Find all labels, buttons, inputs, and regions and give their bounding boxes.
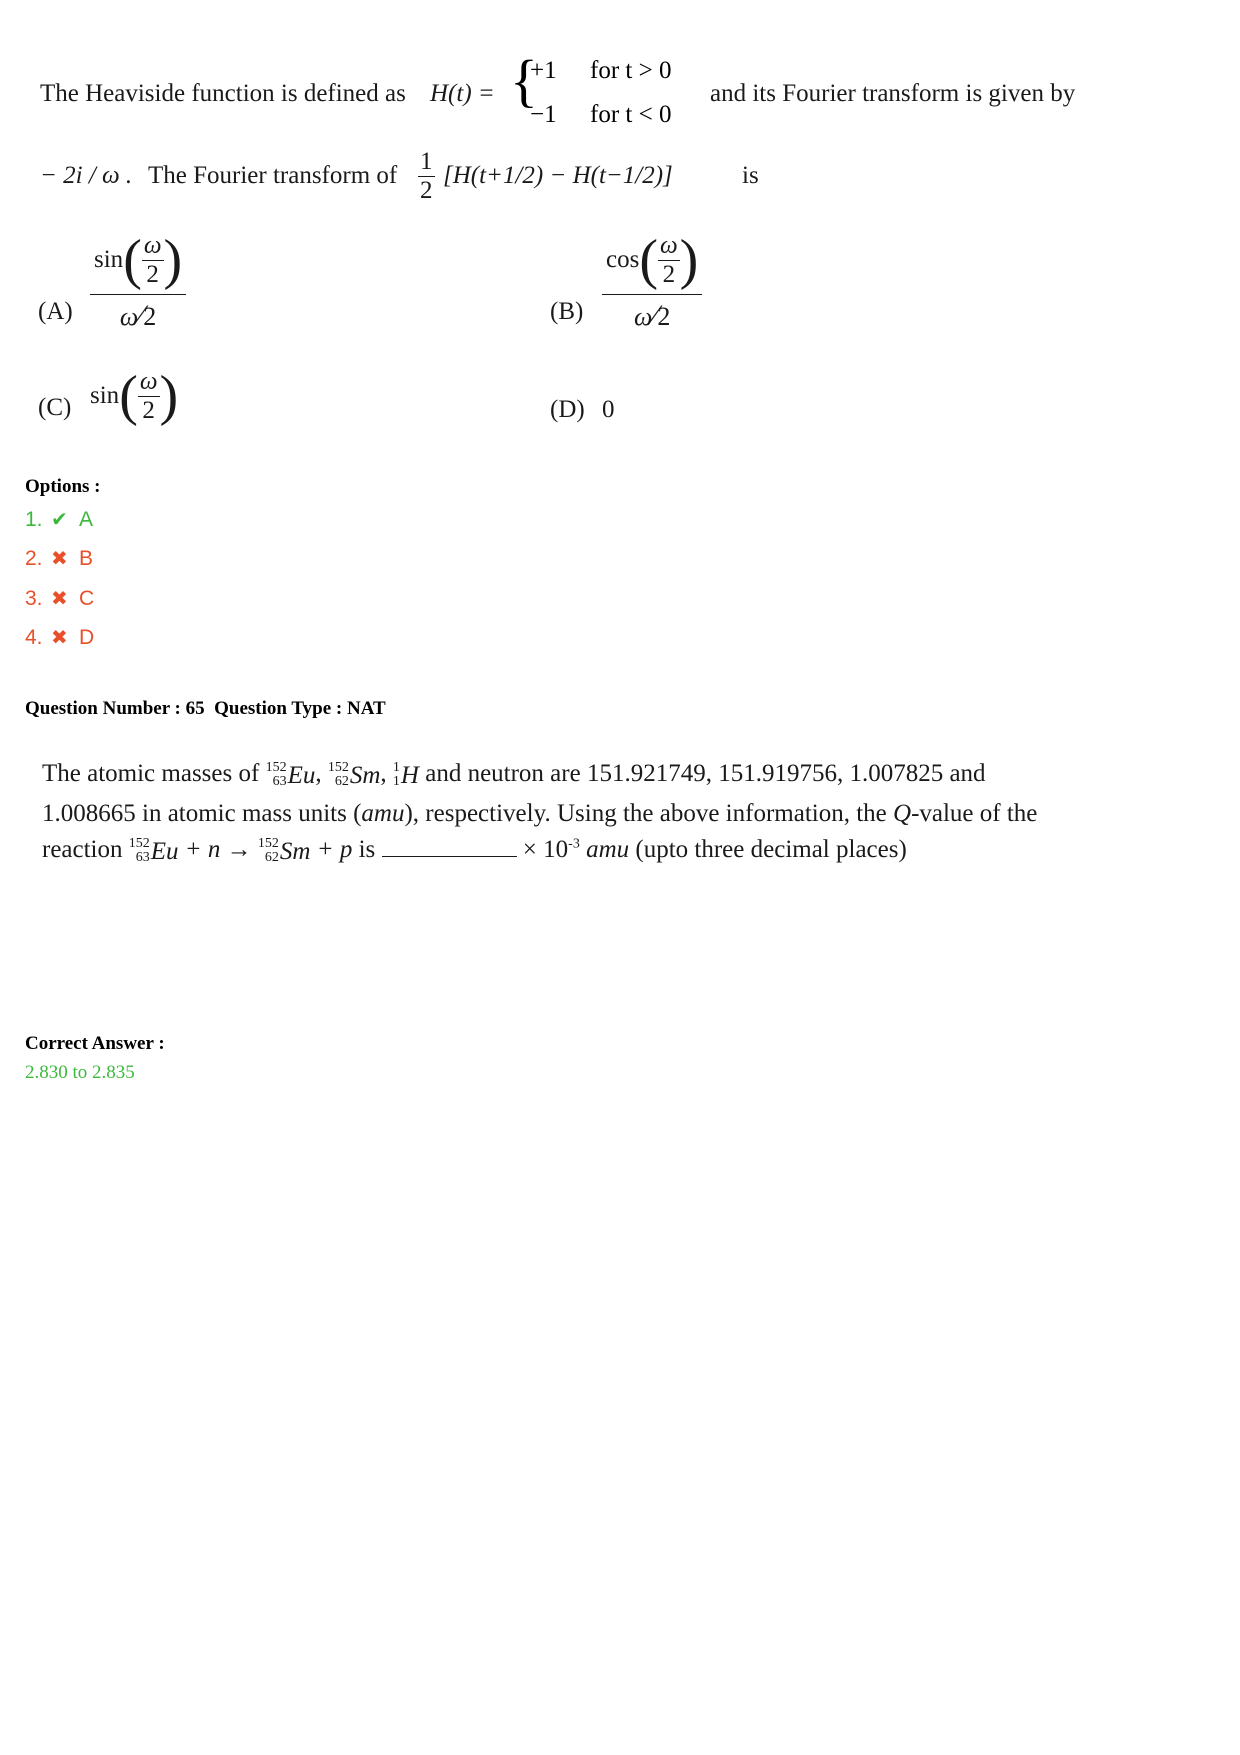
choice-a-func: sin — [94, 246, 124, 274]
q65-line2: 1.008665 in atomic mass units (amu), respectively. Using the above information, the Q-value of the — [42, 800, 1038, 827]
nuclide-h: 1 1 H — [392, 760, 419, 790]
q64-h-lhs: H(t) = — [430, 80, 495, 107]
choice-b-func: cos — [606, 246, 640, 274]
q64-line2-text: The Fourier transform of — [148, 162, 398, 189]
piecewise-brace: { — [510, 48, 538, 113]
half-fraction — [418, 148, 435, 204]
cross-icon: ✖ — [51, 588, 68, 610]
correct-answer-value: 2.830 to 2.835 — [25, 1062, 135, 1083]
options-title: Options : — [25, 476, 101, 497]
option-number: 2. — [25, 546, 43, 570]
answer-blank — [382, 834, 517, 857]
reaction-eu: 152 63 Eu — [128, 836, 179, 866]
option-row-1[interactable] — [25, 507, 93, 532]
q65-line1-start: The atomic masses of — [42, 760, 260, 787]
choice-b-arg-den: 2 — [662, 260, 676, 288]
choice-b-den-den: 2 — [657, 302, 671, 331]
case1-condition: for t > 0 — [590, 57, 672, 84]
choice-a-label: (A) — [38, 298, 73, 325]
choice-a-den-num: ω — [119, 302, 139, 331]
option-row-3[interactable] — [25, 586, 94, 611]
q65-line1-end: and neutron are 151.921749, 151.919756, 1.007825 and — [425, 760, 986, 787]
correct-answer-title: Correct Answer : — [25, 1033, 165, 1054]
question-meta: Question Number : 65 Question Type : NAT — [25, 698, 386, 719]
q64-line2-end: is — [742, 162, 759, 189]
choice-a-arg-num: ω — [143, 232, 162, 259]
case2-condition: for t < 0 — [590, 101, 672, 128]
q65-line3: reaction 152 63 Eu + n → 152 62 Sm + p is × $10^{-3}$ amu (upto three decimal places) — [42, 836, 907, 866]
q64-line1-end: and its Fourier transform is given by — [710, 80, 1076, 107]
choice-c-arg-num: ω — [139, 368, 158, 395]
q65-line1: The atomic masses of 152 63 Eu , 152 62 Sm , 1 1 H and neutron are 151.921749, 151.919756, 1.007825 and — [42, 760, 986, 790]
option-text: C — [79, 586, 95, 610]
choice-d-value: 0 — [602, 396, 615, 423]
choice-d-label: (D) — [550, 396, 585, 423]
q64-line1-start: The Heaviside function is defined as — [40, 80, 406, 107]
option-number: 3. — [25, 586, 43, 610]
choice-b-den-num: ω — [633, 302, 653, 331]
choice-a-expression: sin ( $\frac{\omega}{2}$ ) ω⁄2 — [90, 232, 186, 335]
choice-a-den-den: 2 — [143, 302, 157, 331]
choice-b-label: (B) — [550, 298, 584, 325]
option-number: 4. — [25, 625, 43, 649]
option-text: D — [79, 625, 95, 649]
option-text: A — [79, 507, 94, 531]
choice-b-arg-num: ω — [659, 232, 678, 259]
option-row-2[interactable] — [25, 546, 93, 571]
q64-transform-expr: − 2i / ω . — [40, 162, 133, 189]
half-denominator: 2 — [420, 176, 433, 204]
reaction-sm: 152 62 Sm — [257, 836, 311, 866]
option-row-4[interactable] — [25, 625, 94, 650]
option-number: 1. — [25, 507, 43, 531]
q64-bracket-expr: [H(t+1/2) − H(t−1/2)] — [443, 162, 673, 189]
choice-c-arg-den: 2 — [142, 396, 155, 424]
choice-c-label: (C) — [38, 394, 72, 421]
checkmark-icon: ✔ — [51, 509, 68, 531]
half-numerator: 1 — [420, 148, 433, 175]
choice-c-expression: sin ( $\frac{\omega}{2}$ ) — [90, 365, 179, 427]
cross-icon: ✖ — [51, 548, 68, 570]
case1-value: +1 — [530, 57, 557, 84]
case2-value: −1 — [530, 101, 557, 128]
nuclide-sm: 152 62 Sm — [327, 760, 381, 790]
choice-b-expression: cos ( $\frac{\omega}{2}$ ) ω⁄2 — [602, 232, 702, 335]
choice-a-arg-den: 2 — [146, 260, 159, 288]
nuclide-eu: 152 63 Eu — [265, 760, 316, 790]
choice-c-func: sin — [90, 382, 120, 410]
option-text: B — [79, 546, 94, 570]
cross-icon: ✖ — [51, 627, 68, 649]
